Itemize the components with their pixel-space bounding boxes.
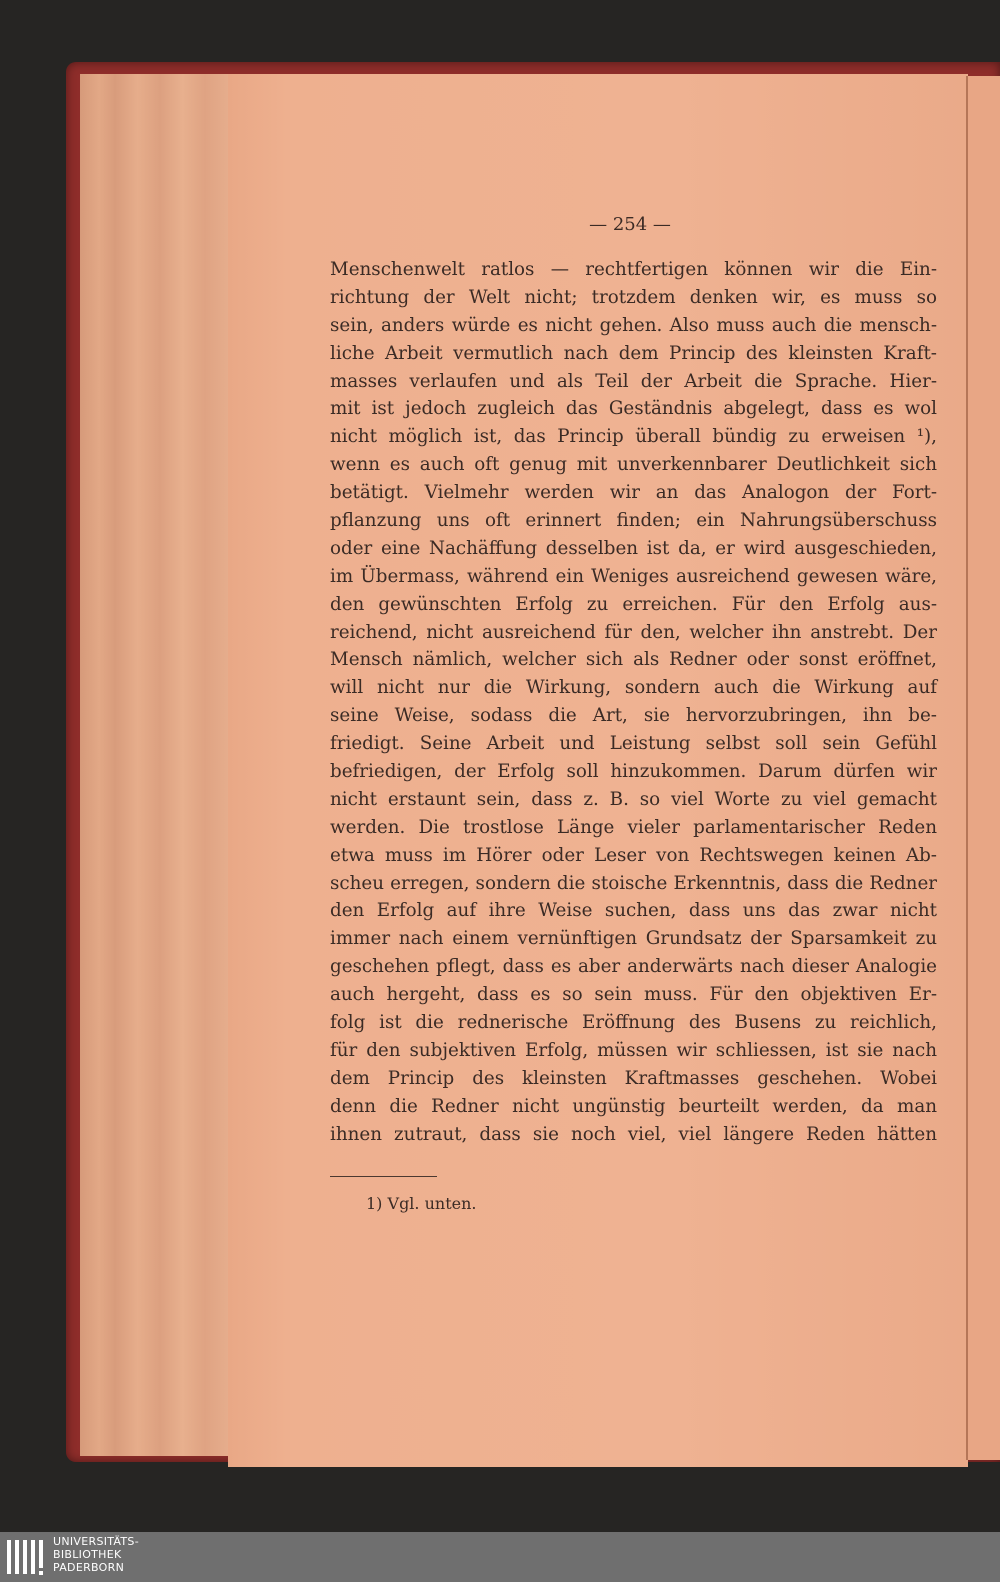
- page-edges: [80, 74, 240, 1456]
- text-line: ihnen zutraut, dass sie noch viel, viel längere Reden hätten: [330, 1123, 937, 1145]
- text-line: etwa muss im Hörer oder Leser von Rechtswegen keinen Ab-: [330, 844, 937, 866]
- library-logo-icon: [6, 1536, 46, 1578]
- text-line: seine Weise, sodass die Art, sie hervorzubringen, ihn be-: [330, 705, 937, 727]
- text-line: dem Princip des kleinsten Kraftmasses geschehen. Wobei: [330, 1067, 937, 1089]
- text-line: masses verlaufen und als Teil der Arbeit die Sprache. Hier-: [330, 370, 937, 392]
- footnote: 1) Vgl. unten.: [366, 1194, 477, 1213]
- text-line: will nicht nur die Wirkung, sondern auch die Wirkung auf: [330, 677, 937, 699]
- text-line: friedigt. Seine Arbeit und Leistung selbst soll sein Gefühl: [330, 733, 937, 755]
- text-line: auch hergeht, dass es so sein muss. Für den objektiven Er-: [330, 984, 937, 1006]
- library-name-line: BIBLIOTHEK: [53, 1548, 122, 1561]
- text-line: wenn es auch oft genug mit unverkennbarer Deutlichkeit sich: [330, 454, 937, 476]
- text-line: nicht erstaunt sein, dass z. B. so viel Worte zu viel gemacht: [330, 788, 937, 810]
- text-line: pflanzung uns oft erinnert finden; ein Nahrungsüberschuss: [330, 510, 937, 532]
- text-line: für den subjektiven Erfolg, müssen wir schliessen, ist sie nach: [330, 1039, 937, 1061]
- library-footer: [0, 1532, 1000, 1582]
- text-line: liche Arbeit vermutlich nach dem Princip des kleinsten Kraft-: [330, 342, 937, 364]
- footnote-rule: [330, 1176, 437, 1177]
- text-line: geschehen pflegt, dass es aber anderwärts nach dieser Analogie: [330, 956, 937, 978]
- library-name-line: UNIVERSITÄTS-: [53, 1535, 139, 1548]
- library-name: [53, 1535, 139, 1574]
- text-line: richtung der Welt nicht; trotzdem denken wir, es muss so: [330, 286, 937, 308]
- text-line: im Übermass, während ein Weniges ausreichend gewesen wäre,: [330, 565, 937, 587]
- facing-page-edge: [966, 76, 1000, 1460]
- text-line: den gewünschten Erfolg zu erreichen. Für den Erfolg aus-: [330, 593, 937, 615]
- text-line: befriedigen, der Erfolg soll hinzukommen. Darum dürfen wir: [330, 761, 937, 783]
- text-line: scheu erregen, sondern die stoische Erkenntnis, dass die Redner: [330, 872, 937, 894]
- text-line: mit ist jedoch zugleich das Geständnis abgelegt, dass es wol: [330, 398, 937, 420]
- text-line: oder eine Nachäffung desselben ist da, er wird ausgeschieden,: [330, 537, 937, 559]
- text-line: folg ist die rednerische Eröffnung des Busens zu reichlich,: [330, 1012, 937, 1034]
- text-line: nicht möglich ist, das Princip überall bündig zu erweisen ¹),: [330, 426, 937, 448]
- text-line: Mensch nämlich, welcher sich als Redner oder sonst eröffnet,: [330, 649, 937, 671]
- text-line: denn die Redner nicht ungünstig beurteilt werden, da man: [330, 1095, 937, 1117]
- text-line: reichend, nicht ausreichend für den, welcher ihn anstrebt. Der: [330, 621, 937, 643]
- text-line: immer nach einem vernünftigen Grundsatz der Sparsamkeit zu: [330, 928, 937, 950]
- text-line: sein, anders würde es nicht gehen. Also muss auch die mensch-: [330, 314, 937, 336]
- text-line: Menschenwelt ratlos — rechtfertigen können wir die Ein-: [330, 259, 937, 280]
- text-line: betätigt. Vielmehr werden wir an das Analogon der Fort-: [330, 482, 937, 504]
- page-number: — 254 —: [589, 214, 671, 235]
- text-line: werden. Die trostlose Länge vieler parlamentarischer Reden: [330, 816, 937, 838]
- body-text: [330, 256, 937, 1149]
- text-line: den Erfolg auf ihre Weise suchen, dass uns das zwar nicht: [330, 900, 937, 922]
- library-name-line: PADERBORN: [53, 1561, 125, 1574]
